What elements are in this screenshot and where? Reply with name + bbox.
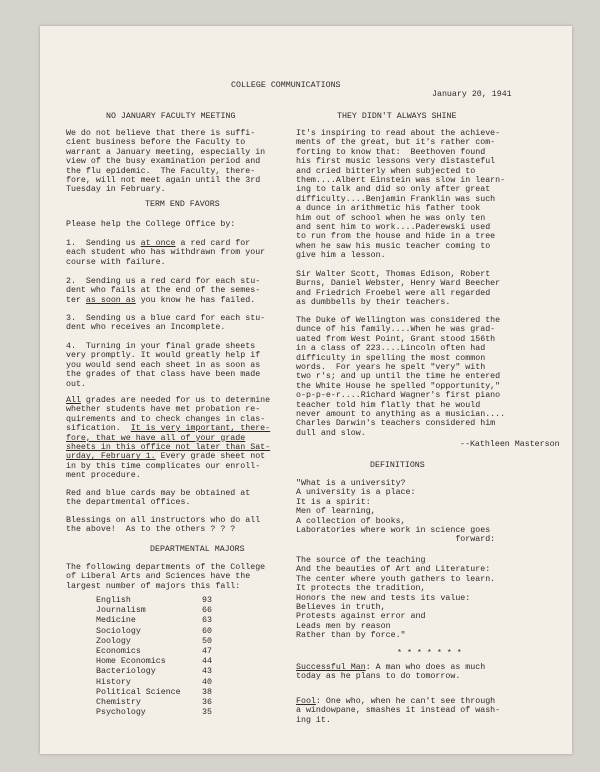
major-name: Chemistry bbox=[96, 697, 141, 707]
major-count: 47 bbox=[202, 646, 212, 656]
favor-item-4: 4. Turning in your final grade sheets very promptly. It would greatly help if you would send each sheet in as soon as the grades of that class have been made out. bbox=[66, 342, 261, 389]
majors-list bbox=[96, 596, 226, 718]
fool-term: Fool bbox=[296, 697, 316, 706]
blessings-note: Blessings on all instructors who do all the above! As to the others ? ? ? bbox=[66, 516, 261, 535]
major-count: 43 bbox=[202, 667, 212, 677]
grades-text: grades are needed for us to determine whether students have met probation re- quirements and to check changes in clas- sification. bbox=[66, 396, 271, 434]
at-once-underlined: at once bbox=[140, 239, 176, 248]
major-row bbox=[96, 667, 226, 677]
major-name: Bacteriology bbox=[96, 667, 156, 677]
definitions-heading: DEFINITIONS bbox=[370, 461, 425, 470]
major-name: Home Economics bbox=[96, 657, 166, 667]
term-end-favors-heading: TERM END FAVORS bbox=[145, 200, 220, 209]
cards-note: Red and blue cards may be obtained at the departmental offices. bbox=[66, 489, 251, 508]
major-count: 60 bbox=[202, 626, 212, 636]
major-count: 50 bbox=[202, 636, 212, 646]
departmental-majors-heading: DEPARTMENTAL MAJORS bbox=[150, 545, 245, 554]
major-row bbox=[96, 708, 226, 718]
favor-item-1 bbox=[66, 239, 265, 267]
major-row bbox=[96, 616, 226, 626]
majors-intro: The following departments of the College of Liberal Arts and Sciences have the largest number of majors this fall: bbox=[66, 563, 266, 591]
favor-item-2-rest: you know he has failed. bbox=[135, 295, 256, 305]
university-poem-part-2: The source of the teaching And the beauties of Art and Literature: The center where youth gathers to learn. It protects the tradition, Honors the new and tests its value: Believes in truth, Protests against error and Leads men by reason Rather than by force." bbox=[296, 556, 496, 641]
university-poem-part-1: "What is a university? A university is a place: It is a spirit: Men of learning, A collection of books, Laboratories where work in science goes forward: bbox=[296, 479, 496, 545]
favor-item-1-text: 1. Sending us bbox=[66, 239, 141, 248]
favor-item-2 bbox=[66, 277, 260, 305]
major-row bbox=[96, 627, 226, 637]
major-count: 93 bbox=[202, 596, 212, 605]
grades-paragraph bbox=[66, 396, 270, 481]
favor-item-1-rest: a red card for each student who has withdrawn from your course with failure. bbox=[66, 239, 266, 267]
major-count: 36 bbox=[202, 697, 212, 707]
major-row bbox=[96, 647, 226, 657]
major-name: Psychology bbox=[96, 708, 146, 718]
major-name: Medicine bbox=[96, 616, 136, 626]
favor-item-3: 3. Sending us a blue card for each stu- dent who receives an Incomplete. bbox=[66, 314, 266, 333]
major-row bbox=[96, 657, 226, 667]
shine-heading: THEY DIDN'T ALWAYS SHINE bbox=[337, 112, 457, 121]
major-name: English bbox=[96, 596, 131, 605]
stars-divider: * * * * * * * bbox=[397, 649, 462, 658]
shine-paragraph-3: The Duke of Wellington was considered the dunce of his family....When he was grad- uated from West Point, Grant stood 156th in a class of 223....Lincoln often had difficulty in spelling the most common words. For years he spelt "very" with two r's; and up until the time he entered the White House he spelled "opportunity," o-p-p-e-r....Richard Wagner's first piano teacher told him flatly that he would never amount to anything as a musician.... Charles Darwin's teachers considered him dull and slow. bbox=[296, 316, 506, 438]
major-row bbox=[96, 637, 226, 647]
important-underlined: It is very important, there- fore, that we have all of your grade sheets in this office not later than Sat- urday, February 1. bbox=[66, 424, 271, 462]
faculty-meeting-heading: NO JANUARY FACULTY MEETING bbox=[106, 112, 236, 121]
page-title: COLLEGE COMMUNICATIONS bbox=[231, 81, 341, 90]
major-name: History bbox=[96, 677, 131, 687]
faculty-meeting-paragraph: We do not believe that there is suffi- cient business before the Faculty to warrant a January meeting, especially in view of the busy examination period and the flu epidemic. The Faculty, there- fore, will not meet again until the 3rd Tuesday in February. bbox=[66, 129, 266, 195]
major-count: 63 bbox=[202, 616, 212, 626]
major-row bbox=[96, 678, 226, 688]
shine-paragraph-1: It's inspiring to read about the achieve- ments of the great, but it's rather com- forting to know that: Beethoven found his first music lessons very distasteful and cried bitterly when subjected to them....Albert Einstein was slow in learn- ing to talk and did so only after great difficulty....Benjamin Franklin was such a dunce in arithmetic his father took him out of school when he was only ten and sent him to work....Paderewski used to run from the house and hide in a tree when he saw his music teacher coming to give him a lesson. bbox=[296, 129, 506, 261]
major-row bbox=[96, 596, 226, 606]
major-name: Journalism bbox=[96, 606, 146, 616]
fool-definition bbox=[296, 697, 500, 725]
successful-man-text: : A man who does as much today as he plans to do tomorrow. bbox=[296, 663, 486, 682]
major-name: Sociology bbox=[96, 626, 141, 636]
major-row bbox=[96, 698, 226, 708]
major-count: 40 bbox=[202, 677, 212, 687]
major-count: 44 bbox=[202, 657, 212, 667]
shine-author: --Kathleen Masterson bbox=[460, 440, 560, 449]
grades-rest: Every grade sheet not in by this time complicates our enroll- ment procedure. bbox=[66, 452, 266, 481]
major-count: 35 bbox=[202, 708, 212, 718]
all-underlined: All bbox=[66, 396, 81, 405]
favors-intro: Please help the College Office by: bbox=[66, 220, 236, 229]
major-name: Zoology bbox=[96, 636, 131, 646]
successful-man-term: Successful Man bbox=[296, 663, 366, 672]
as-soon-as-underlined: as soon as bbox=[85, 295, 136, 305]
major-count: 38 bbox=[202, 687, 212, 697]
major-name: Political Science bbox=[96, 687, 181, 697]
major-count: 66 bbox=[202, 606, 212, 616]
date-line: January 20, 1941 bbox=[432, 90, 512, 99]
favor-item-2-text: 2. Sending us a red card for each stu- dent who fails at the end of the semes- ter bbox=[66, 277, 261, 305]
major-name: Economics bbox=[96, 646, 141, 656]
major-row bbox=[96, 688, 226, 698]
fool-text: : One who, when he can't see through a windowpane, smashes it instead of wash- ing it. bbox=[296, 697, 501, 725]
document-page bbox=[40, 26, 572, 754]
shine-paragraph-2: Sir Walter Scott, Thomas Edison, Robert Burns, Daniel Webster, Henry Ward Beecher and Friedrich Froebel were all regarded as dumbbells by their teachers. bbox=[296, 270, 501, 308]
successful-man-definition bbox=[296, 663, 485, 682]
major-row bbox=[96, 606, 226, 616]
